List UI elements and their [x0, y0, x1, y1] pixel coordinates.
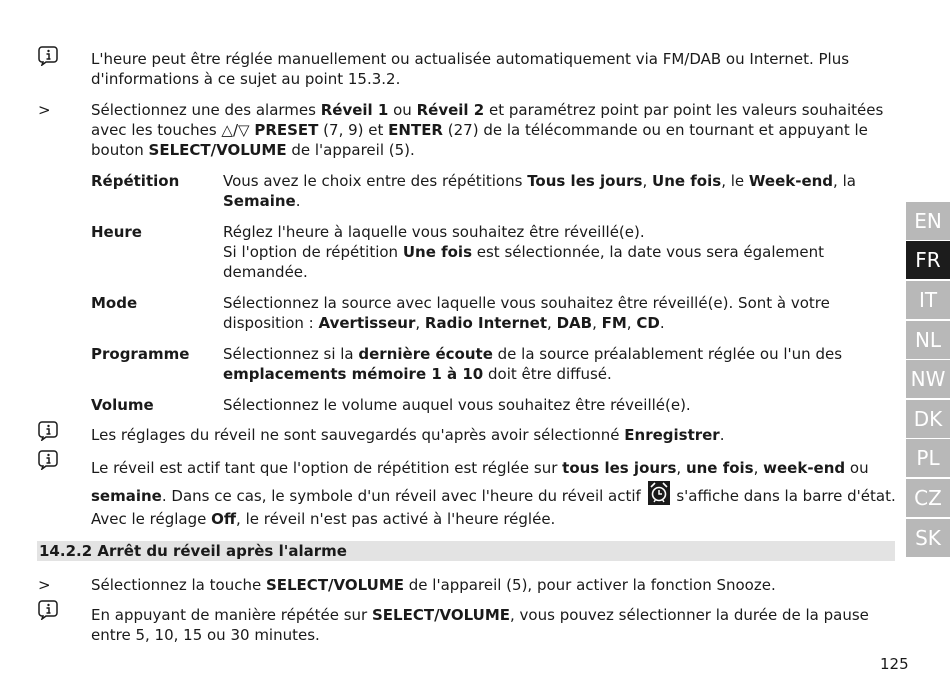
note-save-settings: Les réglages du réveil ne sont sauvegardés qu'après avoir sélectionné Enregistrer.	[91, 426, 725, 444]
lang-tab-en[interactable]: EN	[906, 202, 950, 240]
term-programme: Programme	[91, 345, 190, 363]
term-volume: Volume	[91, 396, 154, 414]
arrow-marker: >	[38, 101, 51, 119]
term-repetition: Répétition	[91, 172, 180, 190]
lang-tab-nl[interactable]: NL	[906, 321, 950, 359]
info-icon	[38, 450, 58, 470]
lang-tab-cz[interactable]: CZ	[906, 479, 950, 517]
section-heading: 14.2.2 Arrêt du réveil après l'alarme	[37, 541, 895, 561]
lang-tab-it[interactable]: IT	[906, 281, 950, 319]
info-icon	[38, 46, 58, 66]
desc-mode: Sélectionnez la source avec laquelle vous souhaitez être réveillé(e). Sont à votre disposition : Avertisseur, Radio Internet, DAB, FM, CD.	[223, 294, 830, 332]
desc-programme: Sélectionnez si la dernière écoute de la source préalablement réglée ou l'un des emplacements mémoire 1 à 10 doit être diffusé.	[223, 345, 843, 383]
note-alarm-active: Le réveil est actif tant que l'option de répétition est réglée sur tous les jours, une fois, week-end ou semaine. Dans ce cas, le symbole d'un réveil avec l'heure du réveil actif s'affiche dans la barre d'état. Avec le réglage Off, le réveil n'est pas activé à l'heure réglée.	[91, 459, 896, 528]
lang-tab-fr[interactable]: FR	[906, 241, 950, 279]
arrow-marker: >	[38, 576, 51, 594]
desc-heure: Réglez l'heure à laquelle vous souhaitez être réveillé(e). Si l'option de répétition Une fois est sélectionnée, la date vous sera également demandée.	[223, 223, 824, 281]
intro-paragraph: L'heure peut être réglée manuellement ou actualisée automatiquement via FM/DAB ou Internet. Plus d'informations à ce sujet au point 15.3.2.	[91, 50, 850, 88]
note-snooze-duration: En appuyant de manière répétée sur SELECT/VOLUME, vous pouvez sélectionner la durée de la pause entre 5, 10, 15 ou 30 minutes.	[91, 606, 869, 644]
info-icon	[38, 421, 58, 441]
alarm-clock-icon	[648, 481, 670, 505]
info-icon	[38, 600, 58, 620]
page-number: 125	[880, 655, 909, 673]
lang-tab-sk[interactable]: SK	[906, 519, 950, 557]
term-heure: Heure	[91, 223, 142, 241]
lang-tab-nw[interactable]: NW	[906, 360, 950, 398]
lang-tab-dk[interactable]: DK	[906, 400, 950, 438]
alarm-select-paragraph: Sélectionnez une des alarmes Réveil 1 ou Réveil 2 et paramétrez point par point les valeurs souhaitées avec les touches △/▽ PRESET (7, 9) et ENTER (27) de la télécommande ou en tournant et appuyant le bouton SELECT/VOLUME de l'appareil (5).	[91, 101, 884, 159]
lang-tab-pl[interactable]: PL	[906, 439, 950, 477]
term-mode: Mode	[91, 294, 138, 312]
snooze-paragraph: Sélectionnez la touche SELECT/VOLUME de l'appareil (5), pour activer la fonction Snooze.	[91, 576, 776, 594]
desc-repetition: Vous avez le choix entre des répétitions Tous les jours, Une fois, le Week-end, la Semaine.	[223, 172, 856, 210]
desc-volume: Sélectionnez le volume auquel vous souhaitez être réveillé(e).	[223, 396, 691, 414]
